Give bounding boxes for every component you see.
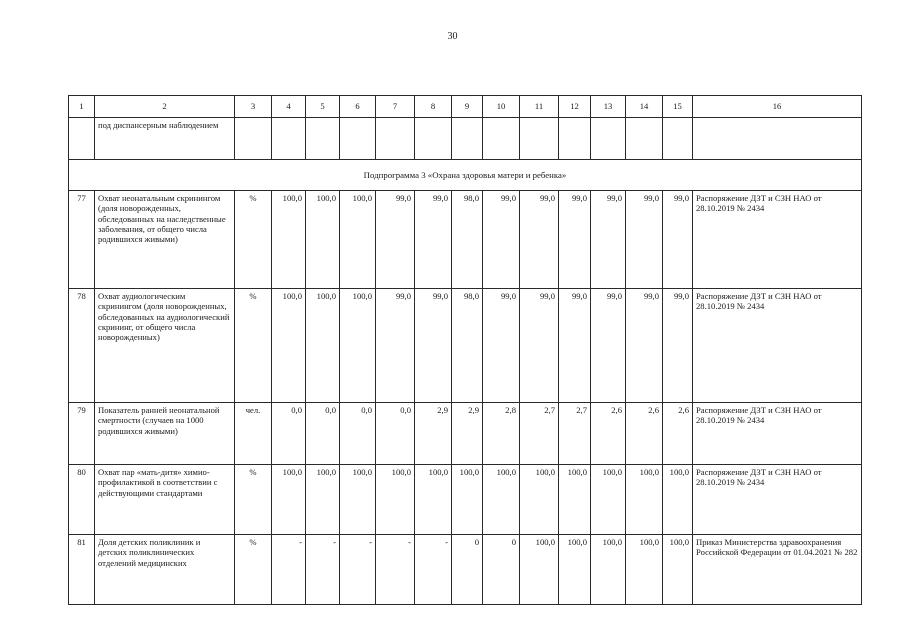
header-cell: 1 [69, 96, 95, 118]
table-row [69, 289, 862, 403]
value-cell: - [306, 535, 340, 605]
unit-cell: чел. [235, 403, 272, 465]
value-cell: 99,0 [376, 289, 415, 403]
value-cell: - [272, 535, 306, 605]
empty-cell [306, 118, 340, 160]
header-cell: 16 [693, 96, 862, 118]
value-cell: 99,0 [520, 191, 559, 289]
empty-cell [663, 118, 693, 160]
header-cell: 8 [415, 96, 452, 118]
empty-cell [452, 118, 483, 160]
empty-cell [415, 118, 452, 160]
value-cell: 2,6 [663, 403, 693, 465]
value-cell: 99,0 [591, 191, 626, 289]
value-cell: 98,0 [452, 289, 483, 403]
value-cell: 100,0 [272, 191, 306, 289]
indicator-name: Охват аудиологическим скринингом (доля новорожденных, обследованных на аудиологический скрининг, от общего числа новорожденных) [95, 289, 235, 403]
value-cell: 99,0 [626, 289, 663, 403]
value-cell: 99,0 [663, 191, 693, 289]
basis-document: Распоряжение ДЗТ и СЗН НАО от 28.10.2019 № 2434 [693, 191, 862, 289]
header-row [69, 96, 862, 118]
header-cell: 7 [376, 96, 415, 118]
value-cell: 100,0 [272, 465, 306, 535]
value-cell: 2,8 [483, 403, 520, 465]
value-cell: 99,0 [376, 191, 415, 289]
continuation-text: под диспансерным наблюдением [95, 118, 235, 160]
table-row [69, 465, 862, 535]
value-cell: 100,0 [306, 465, 340, 535]
unit-cell: % [235, 289, 272, 403]
value-cell: 100,0 [559, 465, 591, 535]
value-cell: 100,0 [626, 535, 663, 605]
value-cell: 99,0 [591, 289, 626, 403]
table-row [69, 403, 862, 465]
empty-cell [235, 118, 272, 160]
value-cell: 100,0 [340, 191, 376, 289]
empty-cell [693, 118, 862, 160]
value-cell: 0,0 [272, 403, 306, 465]
indicator-name: Доля детских поликлиник и детских поликлинических отделений медицинских [95, 535, 235, 605]
unit-cell: % [235, 535, 272, 605]
section-row [69, 160, 862, 191]
value-cell: 100,0 [626, 465, 663, 535]
value-cell: 100,0 [483, 465, 520, 535]
row-number: 77 [69, 191, 95, 289]
basis-document: Приказ Министерства здравоохранения Российской Федерации от 01.04.2021 № 282 [693, 535, 862, 605]
header-cell: 3 [235, 96, 272, 118]
value-cell: 100,0 [663, 465, 693, 535]
value-cell: 0,0 [376, 403, 415, 465]
header-cell: 11 [520, 96, 559, 118]
unit-cell: % [235, 465, 272, 535]
value-cell: - [340, 535, 376, 605]
header-cell: 14 [626, 96, 663, 118]
value-cell: 2,6 [591, 403, 626, 465]
value-cell: 100,0 [340, 289, 376, 403]
value-cell: 99,0 [483, 191, 520, 289]
empty-cell [559, 118, 591, 160]
value-cell: 100,0 [591, 535, 626, 605]
basis-document: Распоряжение ДЗТ и СЗН НАО от 28.10.2019 № 2434 [693, 403, 862, 465]
value-cell: 0 [483, 535, 520, 605]
basis-document: Распоряжение ДЗТ и СЗН НАО от 28.10.2019 № 2434 [693, 465, 862, 535]
row-number: 78 [69, 289, 95, 403]
empty-cell [376, 118, 415, 160]
empty-cell [626, 118, 663, 160]
table-row [69, 191, 862, 289]
row-number: 80 [69, 465, 95, 535]
empty-cell [340, 118, 376, 160]
value-cell: 2,7 [520, 403, 559, 465]
unit-cell: % [235, 191, 272, 289]
header-cell: 5 [306, 96, 340, 118]
value-cell: 100,0 [520, 465, 559, 535]
value-cell: 0,0 [306, 403, 340, 465]
header-cell: 6 [340, 96, 376, 118]
empty-cell [591, 118, 626, 160]
value-cell: 100,0 [272, 289, 306, 403]
empty-cell [483, 118, 520, 160]
indicators-table [68, 95, 862, 605]
value-cell: 0,0 [340, 403, 376, 465]
indicator-name: Показатель ранней неонатальной смертности (случаев на 1000 родившихся живыми) [95, 403, 235, 465]
value-cell: 99,0 [663, 289, 693, 403]
value-cell: 100,0 [452, 465, 483, 535]
value-cell: 100,0 [306, 191, 340, 289]
empty-cell [69, 118, 95, 160]
row-number: 81 [69, 535, 95, 605]
basis-document: Распоряжение ДЗТ и СЗН НАО от 28.10.2019 № 2434 [693, 289, 862, 403]
header-cell: 12 [559, 96, 591, 118]
header-cell: 15 [663, 96, 693, 118]
section-title: Подпрограмма 3 «Охрана здоровья матери и ребенка» [69, 160, 862, 191]
value-cell: 100,0 [591, 465, 626, 535]
indicator-name: Охват неонатальным скринингом (доля новорожденных, обследованных на наследственные заболевания, от общего числа родившихся живыми) [95, 191, 235, 289]
table-row [69, 535, 862, 605]
header-cell: 13 [591, 96, 626, 118]
value-cell: 99,0 [415, 289, 452, 403]
value-cell: 99,0 [415, 191, 452, 289]
value-cell: - [376, 535, 415, 605]
value-cell: 2,7 [559, 403, 591, 465]
header-cell: 9 [452, 96, 483, 118]
value-cell: 100,0 [559, 535, 591, 605]
continuation-row [69, 118, 862, 160]
value-cell: 100,0 [306, 289, 340, 403]
row-number: 79 [69, 403, 95, 465]
value-cell: 100,0 [340, 465, 376, 535]
value-cell: 100,0 [415, 465, 452, 535]
value-cell: 100,0 [663, 535, 693, 605]
header-cell: 2 [95, 96, 235, 118]
value-cell: 2,6 [626, 403, 663, 465]
value-cell: 98,0 [452, 191, 483, 289]
value-cell: 99,0 [483, 289, 520, 403]
empty-cell [272, 118, 306, 160]
empty-cell [520, 118, 559, 160]
indicator-name: Охват пар «мать-дитя» химио-профилактикой в соответствии с действующими стандартами [95, 465, 235, 535]
value-cell: 99,0 [520, 289, 559, 403]
value-cell: - [415, 535, 452, 605]
header-cell: 10 [483, 96, 520, 118]
header-cell: 4 [272, 96, 306, 118]
value-cell: 99,0 [559, 191, 591, 289]
value-cell: 99,0 [626, 191, 663, 289]
value-cell: 2,9 [415, 403, 452, 465]
value-cell: 100,0 [520, 535, 559, 605]
value-cell: 0 [452, 535, 483, 605]
page-number: 30 [447, 31, 458, 42]
value-cell: 99,0 [559, 289, 591, 403]
value-cell: 100,0 [376, 465, 415, 535]
value-cell: 2,9 [452, 403, 483, 465]
